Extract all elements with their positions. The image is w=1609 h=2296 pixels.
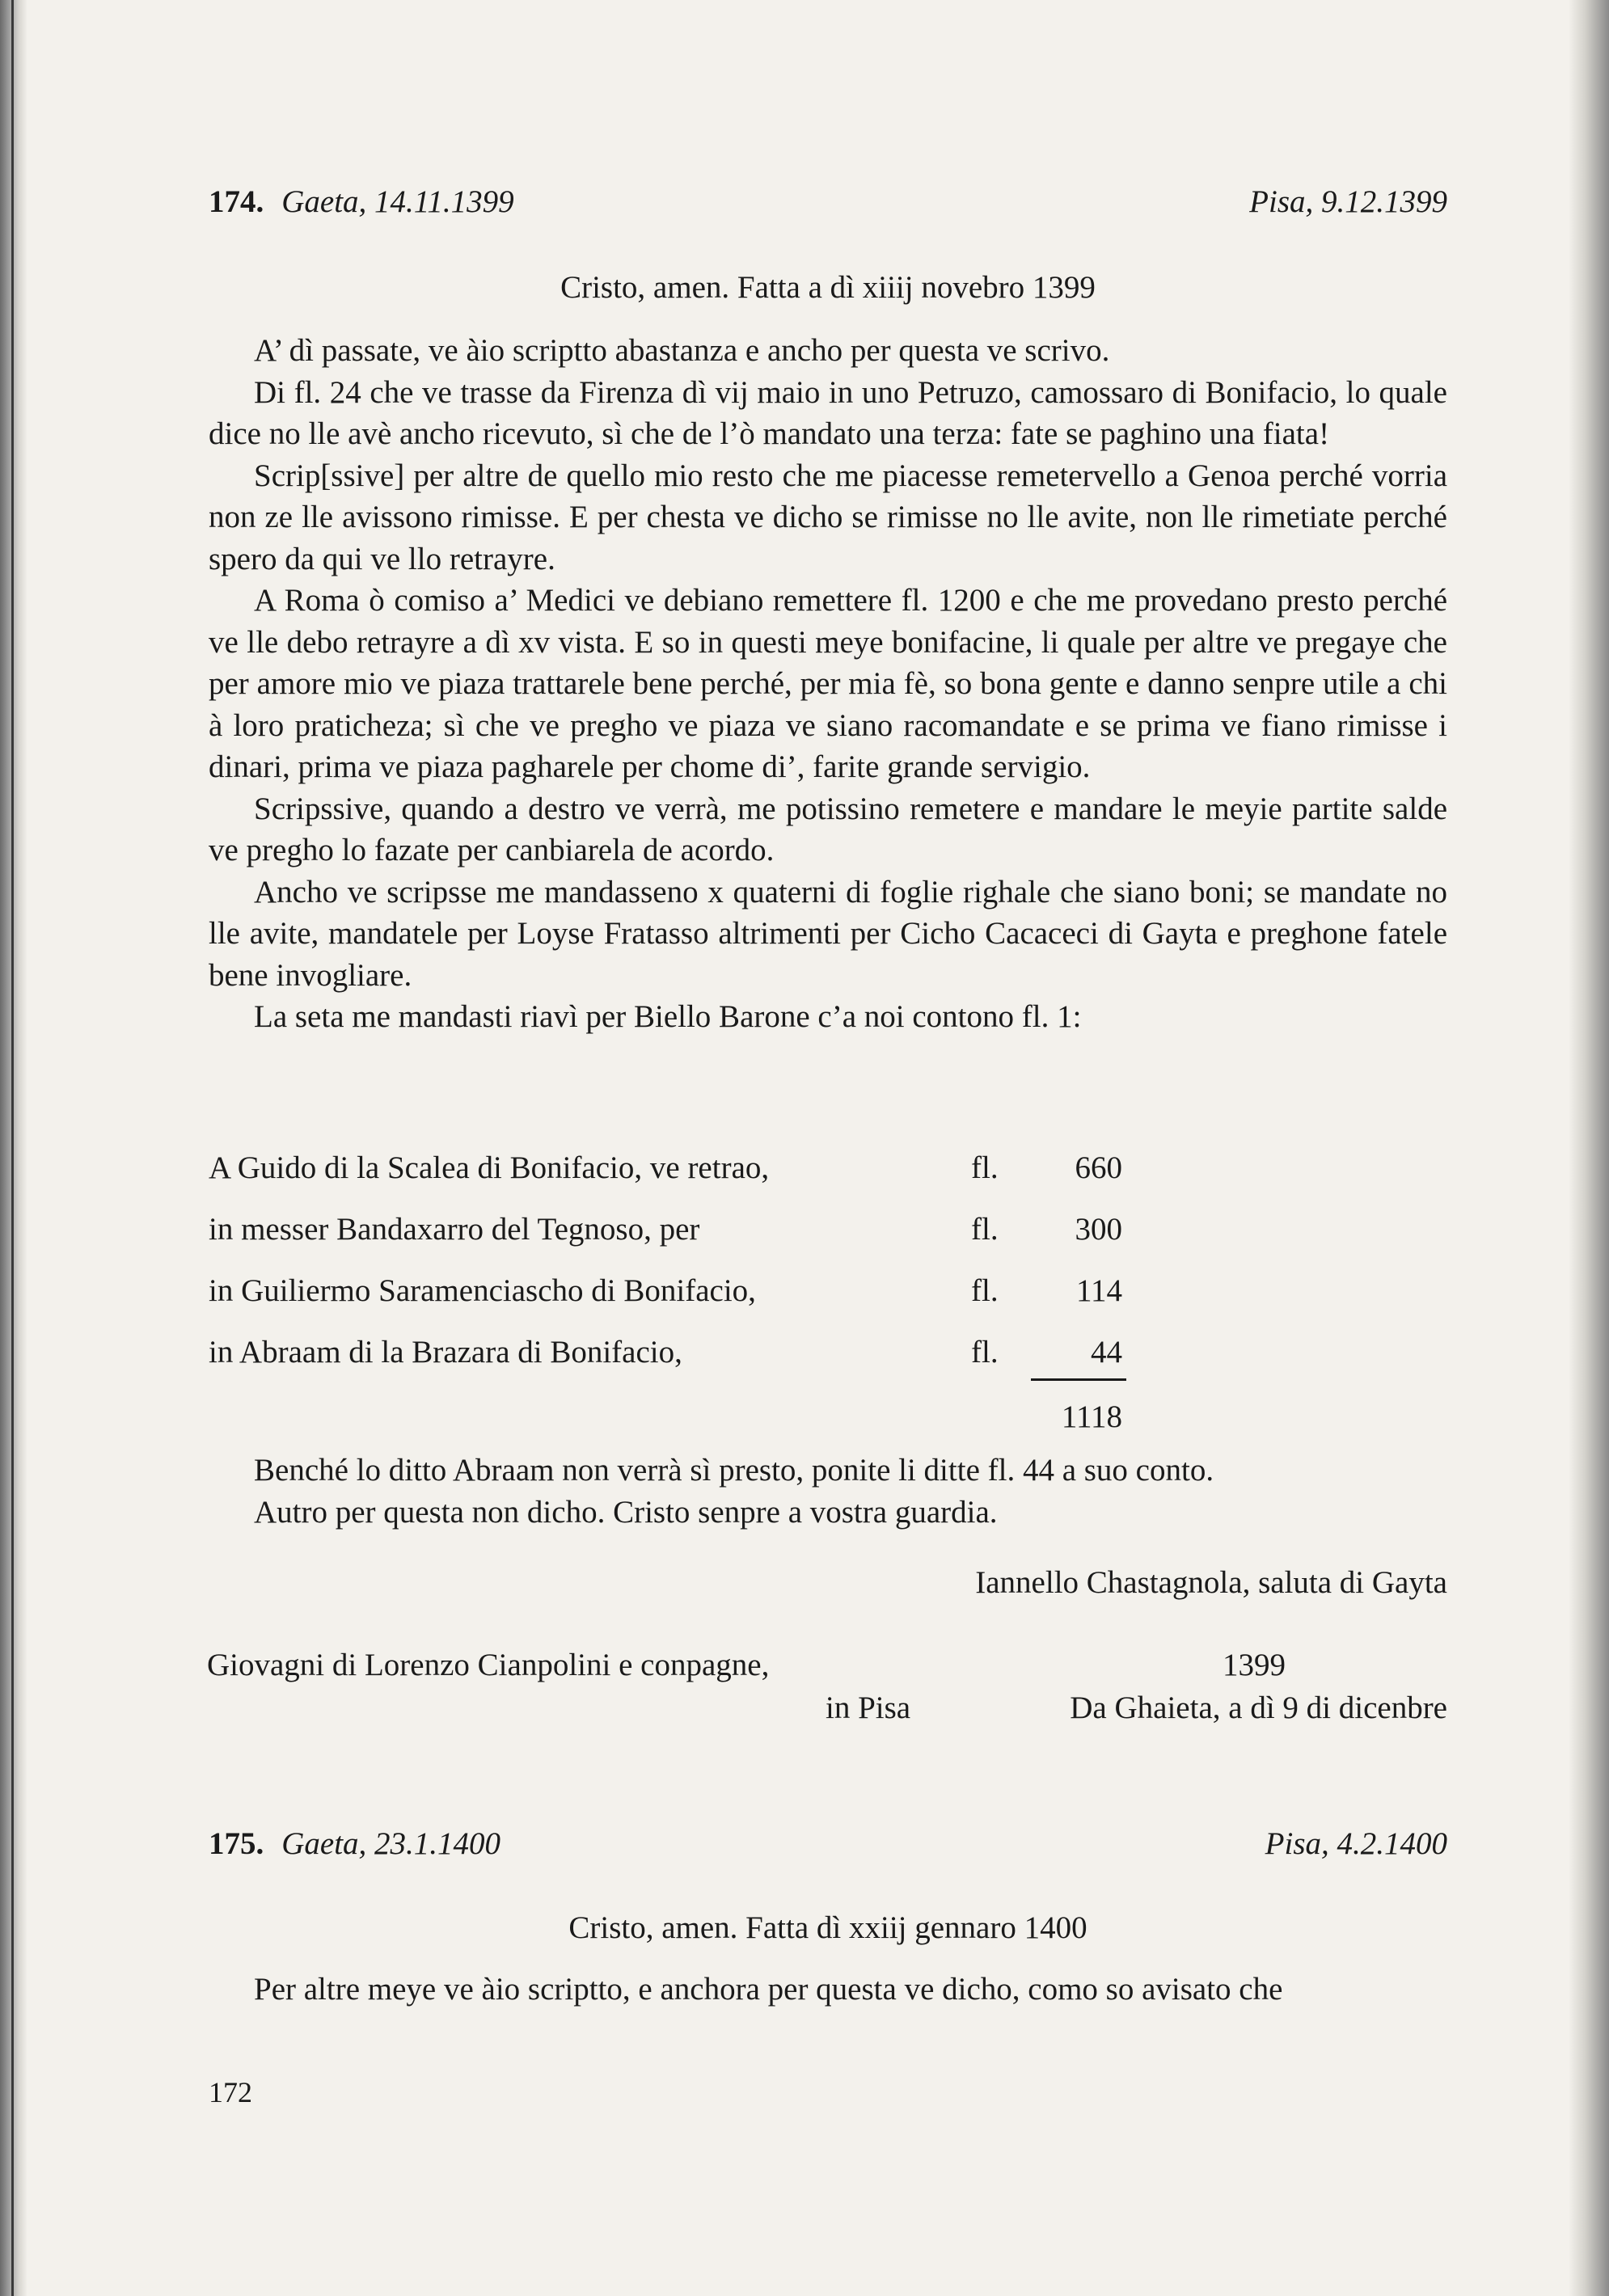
account-row xyxy=(209,1273,1447,1334)
date-sent: Da Ghaieta, a dì 9 di dicenbre xyxy=(1070,1690,1447,1725)
letter-175-header xyxy=(209,1825,1447,1874)
account-unit: fl. xyxy=(971,1150,999,1185)
paragraph: A Roma ò comiso a’ Medici ve debiano remettere fl. 1200 e che me provedano presto perché ve lle debo retrayre a dì xv vista. E so in questi meye bonifacine, li quale per altre ve pregaye che per amore mio ve piaza trattarele bene perché, per mia fè, so bona gente e danno senpre utile a chi à loro praticheza; sì che ve pregho ve piaza ve siano racomandate e se prima ve fiano rimisse i dinari, prima ve piaza pagharele per chome di’, farite grande servigio. xyxy=(209,583,1447,784)
letter-174-body xyxy=(209,330,1447,1038)
recipient-place: in Pisa xyxy=(826,1690,911,1725)
letter-year: 1399 xyxy=(1223,1648,1286,1682)
paragraph: La seta me mandasti riavì per Biello Barone c’a noi contono fl. 1: xyxy=(254,999,1082,1034)
letter-destination: Pisa, 4.2.1400 xyxy=(1265,1826,1447,1861)
paragraph: Scrip[ssive] per altre de quello mio resto che me piacesse remetervello a Genoa perché vorria non ze lle avissono rimisse. E per chesta ve dicho se rimisse no lle avite, non lle rimetiate perché spero da qui ve llo retrayre. xyxy=(209,458,1447,576)
account-unit: fl. xyxy=(971,1273,999,1308)
account-unit: fl. xyxy=(971,1212,999,1247)
account-row xyxy=(209,1211,1447,1273)
gutter-binding-line xyxy=(11,0,14,2296)
letter-174-header xyxy=(209,184,1447,232)
account-amount: 660 xyxy=(1075,1150,1122,1185)
letter-number: 175. xyxy=(209,1826,264,1861)
sum-rule xyxy=(1031,1378,1126,1381)
page-edge xyxy=(1569,0,1609,2296)
account-description: in Guiliermo Saramenciascho di Bonifacio, xyxy=(209,1273,756,1308)
account-amount: 44 xyxy=(1091,1335,1122,1370)
paragraph: Scripssive, quando a destro ve verrà, me potissino remetere e mandare le meyie partite salde ve pregho lo fazate per canbiarela de acordo. xyxy=(209,791,1447,867)
account-row xyxy=(209,1334,1447,1395)
letter-origin: Gaeta, 14.11.1399 xyxy=(281,184,514,219)
letter-destination: Pisa, 9.12.1399 xyxy=(1249,184,1447,219)
letter-number: 174. xyxy=(209,184,264,219)
paragraph: Ancho ve scripsse me mandasseno x quaterni di foglie righale che siano boni; se mandate no lle avite, mandatele per Loyse Fratasso altrimenti per Cicho Cacaceci di Gayta e preghone fatele bene invogliare. xyxy=(209,874,1447,993)
paragraph: A’ dì passate, ve àio scriptto abastanza e ancho per questa ve scrivo. xyxy=(254,333,1110,368)
letter-174-closing xyxy=(209,1450,1447,1533)
account-row xyxy=(209,1150,1447,1211)
paragraph: Autro per questa non dicho. Cristo senpre a vostra guardia. xyxy=(254,1494,998,1530)
account-amount: 114 xyxy=(1075,1273,1122,1308)
document-page xyxy=(209,0,1447,2296)
letter-175-first-line: Per altre meye ve àio scriptto, e anchora per questa ve dicho, como so avisato che xyxy=(254,1972,1283,2007)
paragraph: Benché lo ditto Abraam non verrà sì presto, ponite li ditte fl. 44 a suo conto. xyxy=(254,1453,1214,1488)
account-description: in messer Bandaxarro del Tegnoso, per xyxy=(209,1212,700,1247)
letter-175-opening: Cristo, amen. Fatta dì xxiij gennaro 1400 xyxy=(568,1910,1087,1945)
account-description: A Guido di la Scalea di Bonifacio, ve retrao, xyxy=(209,1150,770,1185)
signature: Iannello Chastagnola, saluta di Gayta xyxy=(975,1565,1447,1600)
account-unit: fl. xyxy=(971,1335,999,1370)
account-amount: 300 xyxy=(1075,1212,1122,1247)
paragraph: Di fl. 24 che ve trasse da Firenza dì vij maio in uno Petruzo, camossaro di Bonifacio, lo quale dice no lle avè ancho ricevuto, sì che de l’ò mandato una terza: fate se paghino una fiata! xyxy=(209,374,1447,451)
recipient: Giovagni di Lorenzo Cianpolini e conpagne, xyxy=(207,1648,770,1682)
letter-origin: Gaeta, 23.1.1400 xyxy=(281,1826,501,1861)
account-total: 1118 xyxy=(1061,1399,1122,1434)
accounts-list xyxy=(209,1150,1447,1395)
letter-174-opening: Cristo, amen. Fatta a dì xiiij novebro 1399 xyxy=(560,270,1096,305)
page-number: 172 xyxy=(209,2076,252,2108)
book-gutter xyxy=(0,0,27,2296)
account-description: in Abraam di la Brazara di Bonifacio, xyxy=(209,1335,682,1370)
